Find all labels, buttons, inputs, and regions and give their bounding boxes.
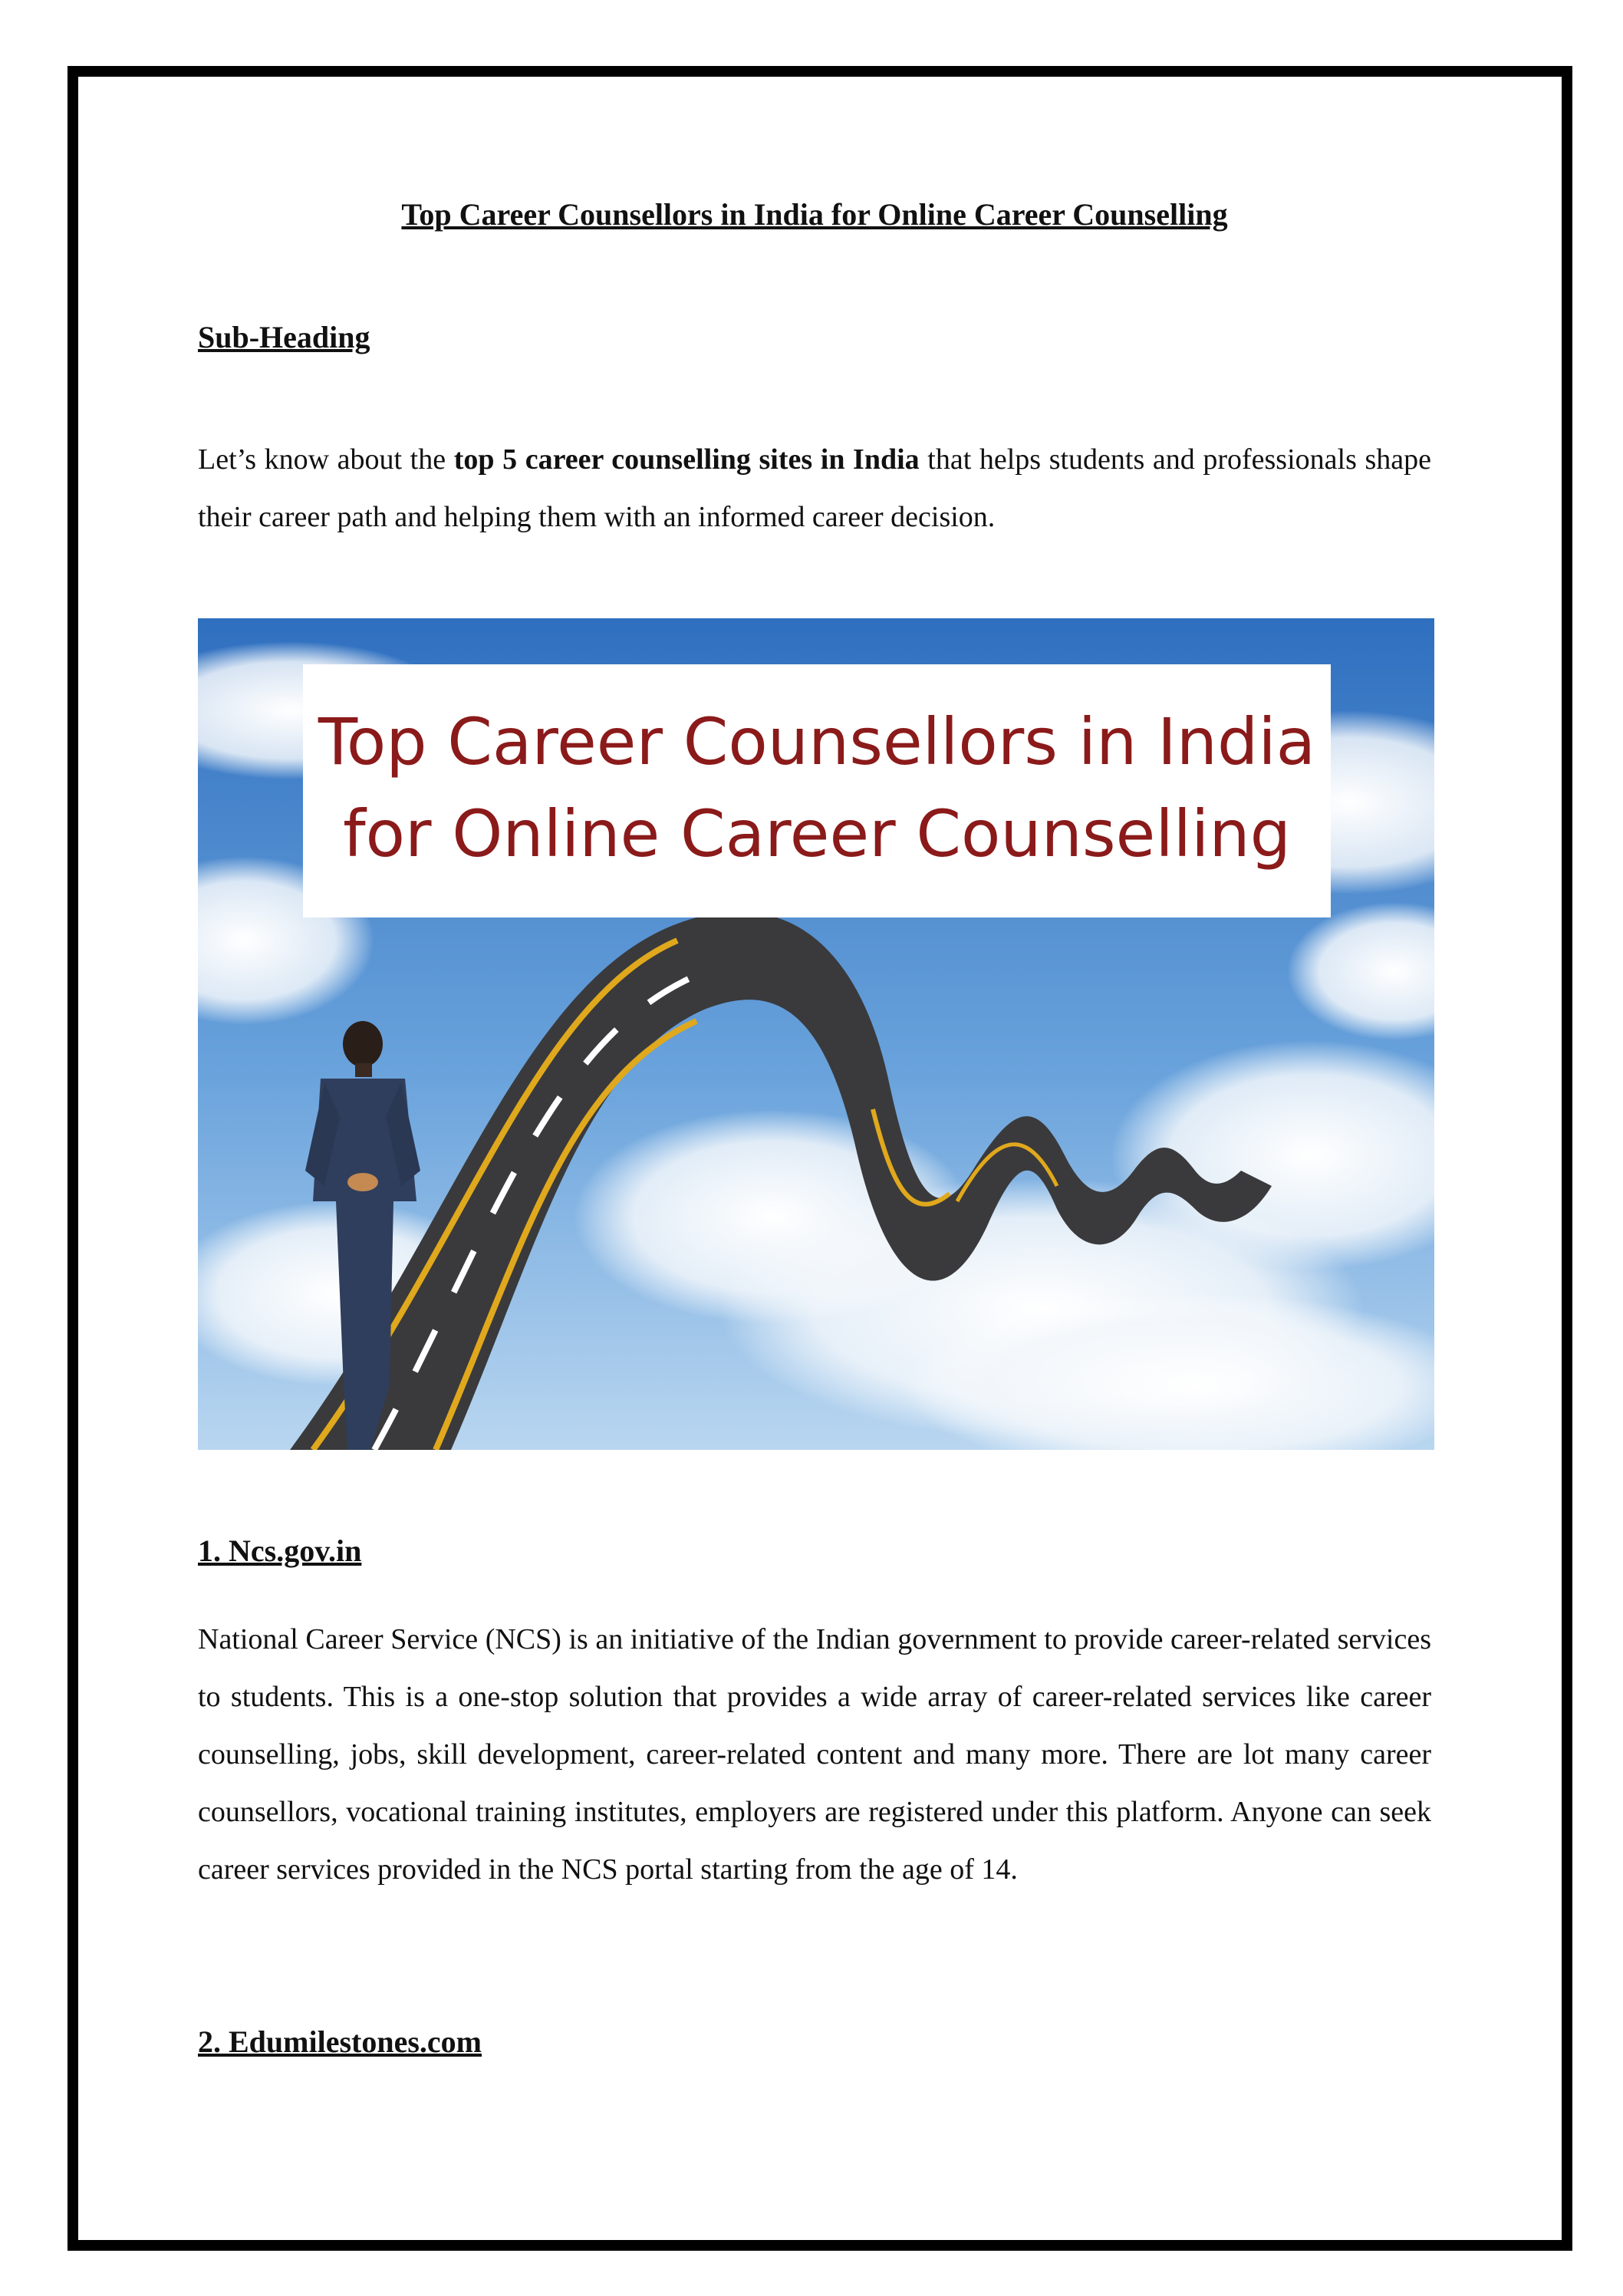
banner-line-2: for Online Career Counselling [343,796,1291,871]
banner-box [303,664,1331,917]
section-heading-edumilestones: 2. Edumilestones.com [198,2024,482,2059]
intro-text-before: Let’s know about the [198,443,454,476]
hero-illustration [198,618,1434,1450]
section-heading-ncs: 1. Ncs.gov.in [198,1533,362,1568]
intro-text-bold: top 5 career counselling sites in India [453,443,920,476]
hero-image [198,618,1434,1450]
intro-paragraph [198,431,1431,546]
document-title: Top Career Counsellors in India for Online Career Counselling [401,197,1228,232]
section-body-ncs: National Career Service (NCS) is an initiative of the Indian government to provide career-related services to students. This is a one-stop solution that provides a wide array of career-related services like career counselling, jobs, skill development, career-related content and many more. There are lot many career counsellors, vocational training institutes, employers are registered under this platform. Anyone can seek career services provided in the NCS portal starting from the age of 14. [198,1623,1431,1886]
intro-text-after: that helps students and professionals shape their career path and helping them with an informed career decision. [198,443,1431,533]
sub-heading: Sub-Heading [198,320,370,354]
banner-line-1: Top Career Counsellors in India [318,704,1316,779]
